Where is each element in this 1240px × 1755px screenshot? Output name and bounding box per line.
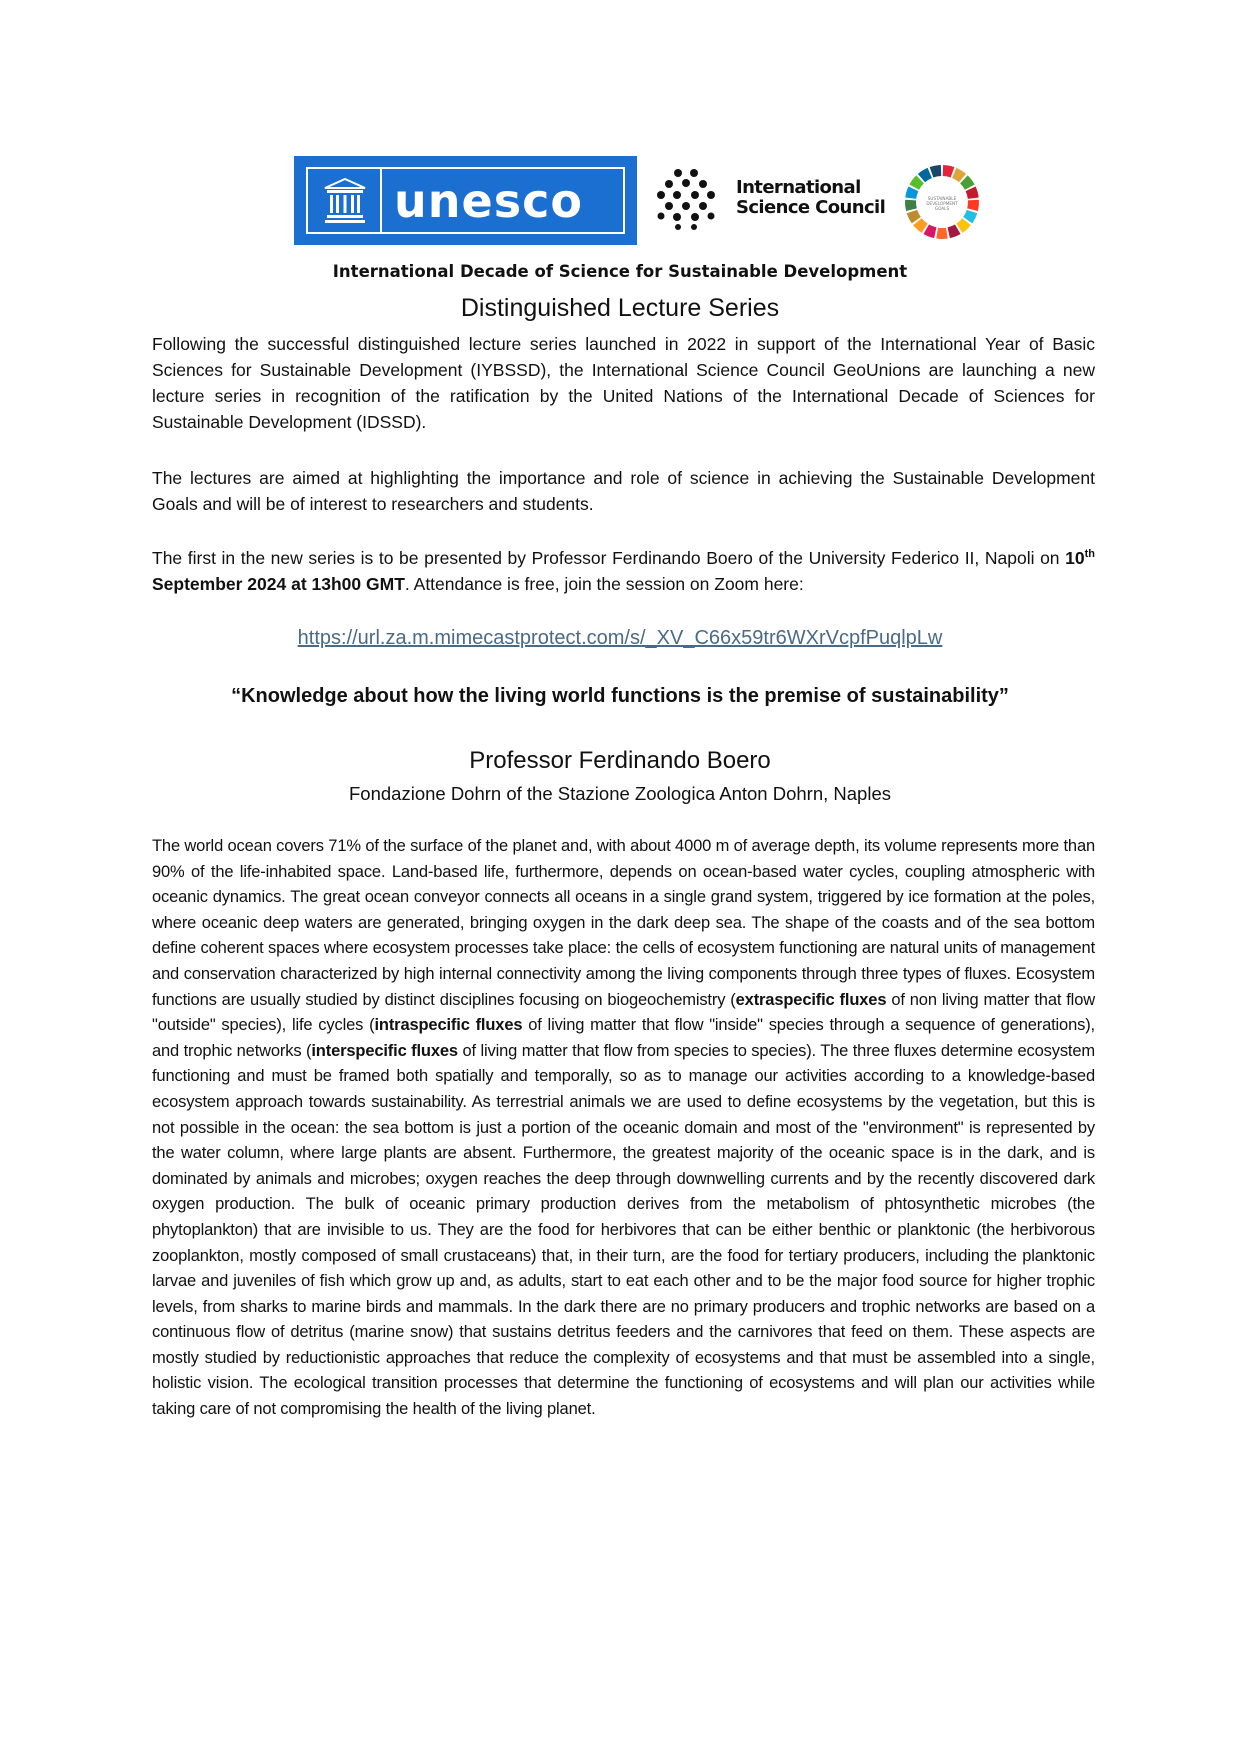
decade-heading: International Decade of Science for Sustainable Development	[332, 262, 908, 281]
speaker-affiliation: Fondazione Dohrn of the Stazione Zoologica Anton Dohrn, Naples	[349, 783, 891, 804]
intro-paragraph-2: The lectures are aimed at highlighting the importance and role of science in achieving the Sustainable Development Goals and will be of interest to researchers and students.	[152, 468, 1095, 514]
sdg-wheel-segment	[959, 222, 966, 229]
intro-paragraph-1: Following the successful distinguished lecture series launched in 2022 in support of the International Year of Basic Sciences for Sustainable Development (IYBSSD), the International Science Council GeoUnions are launching a new lecture series in recognition of the ratification by the United Nations of the International Decade of Sciences for Sustainable Development (IDSSD).	[152, 334, 1095, 432]
sdg-wheel-segment	[912, 212, 916, 221]
logo-bar	[0, 156, 1240, 246]
lecture-title: “Knowledge about how the living world functions is the premise of sustainability”	[231, 685, 1009, 707]
isc-dots-icon	[656, 168, 716, 230]
sdg-wheel-segment	[964, 179, 970, 187]
abstract-paragraph: The world ocean covers 71% of the surface of the planet and, with about 4000 m of average depth, its volume represents more than 90% of the life-inhabited space. Land-based life, furthermore, depends on ocean-based water cycles, coupling atmospheric with oceanic dynamics. The great ocean conveyor connects all oceans in a single grand system, triggered by ice formation at the poles, where oceanic deep waters are generated, bringing oxygen in the dark deep sea. The shape of the coasts and of the sea bottom define coherent spaces where ecosystem processes take place: the cells of ecosystem functioning are natural units of management and conservation characterized by high internal connectivity among the living components through three types of fluxes. Ecosystem functions are usually studied by distinct disciplines focusing on biogeochemistry (extraspecific fluxes of non living matter that flow "outside" species), life cycles (intraspecific fluxes of living matter that flow "inside" species through a sequence of generations), and trophic networks (interspecific fluxes of living matter that flow from species to species). The three fluxes determine ecosystem functioning and must be framed both spatially and temporally, so as to manage our activities according to a knowledge-based ecosystem approach towards sustainability. As terrestrial animals we are used to define ecosystems by the vegetation, but this is not possible in the ocean: the sea bottom is just a portion of the oceanic domain and most of the "environment" is represented by the water column, where large plants are absent. Furthermore, the greatest majority of the oceanic space is in the dark, and is dominated by animals and microbes; oxygen reaches the deep through downwelling currents and by the recently discovered dark oxygen production. The bulk of oceanic primary production derives from the metabolism of phtosynthetic microbes (the phytoplankton) that are invisible to us. They are the food for herbivores that can be either benthic or planktonic (the herbivorous zooplankton, mostly composed of small crustaceans) that, in their turn, are the food for tertiary producers, including the planktonic larvae and juveniles of fish which grow up and, as adults, start to eat each other and to be the major food source for higher trophic levels, from sharks to marine birds and mammals. In the dark there are no primary producers and trophic networks are based on a continuous flow of detritus (marine snow) that sustains detritus feeders and the carnivores that feed on them. These aspects are mostly studied by reductionistic approaches that reduce the complexity of ecosystems and that must be assembled into a single, holistic vision. The ecological transition processes that determine the functioning of ecosystems and will plan our activities while taking care of not compromising the health of the living planet.	[152, 837, 1095, 1419]
sdg-wheel-segment	[917, 222, 924, 229]
zoom-link[interactable]: https://url.za.m.mimecastprotect.com/s/_XV_C66x59tr6WXrVcpfPuqlpLw	[297, 627, 943, 649]
svg-text:GOALS: GOALS	[934, 206, 950, 211]
intro-paragraph-3: The first in the new series is to be presented by Professor Ferdinando Boero of the University Federico II, Napoli on 10th September 2024 at 13h00 GMT. Attendance is free, join the session on Zoom here:	[152, 548, 1095, 594]
sdg-wheel-segment	[949, 229, 958, 233]
series-title: Distinguished Lecture Series	[460, 294, 780, 322]
sdg-wheel-segment	[968, 212, 972, 221]
sdg-wheel-segment	[914, 179, 920, 187]
sdg-wheel-segment	[932, 171, 942, 173]
sdg-wheel-segment	[954, 173, 962, 178]
sdg-wheel-segment	[911, 189, 914, 198]
sdg-wheel-segment	[926, 229, 935, 233]
sdg-wheel-segment	[911, 200, 912, 210]
lecture-date: 10th September 2024 at 13h00 GMT	[152, 548, 1095, 594]
sdg-wheel-icon	[904, 164, 980, 240]
svg-text:SUSTAINABLE: SUSTAINABLE	[927, 196, 957, 201]
sdg-wheel-segment	[973, 200, 974, 210]
sdg-wheel-segment	[943, 171, 953, 173]
unesco-wordmark: unesco	[394, 174, 583, 228]
unesco-logo	[294, 156, 637, 245]
unesco-temple-icon	[324, 178, 366, 224]
svg-text:DEVELOPMENT: DEVELOPMENT	[926, 201, 958, 206]
isc-wordmark: International Science Council	[736, 177, 886, 218]
sdg-wheel-segment	[971, 189, 974, 198]
speaker-name: Professor Ferdinando Boero	[469, 747, 771, 774]
sdg-wheel-segment	[921, 173, 929, 178]
